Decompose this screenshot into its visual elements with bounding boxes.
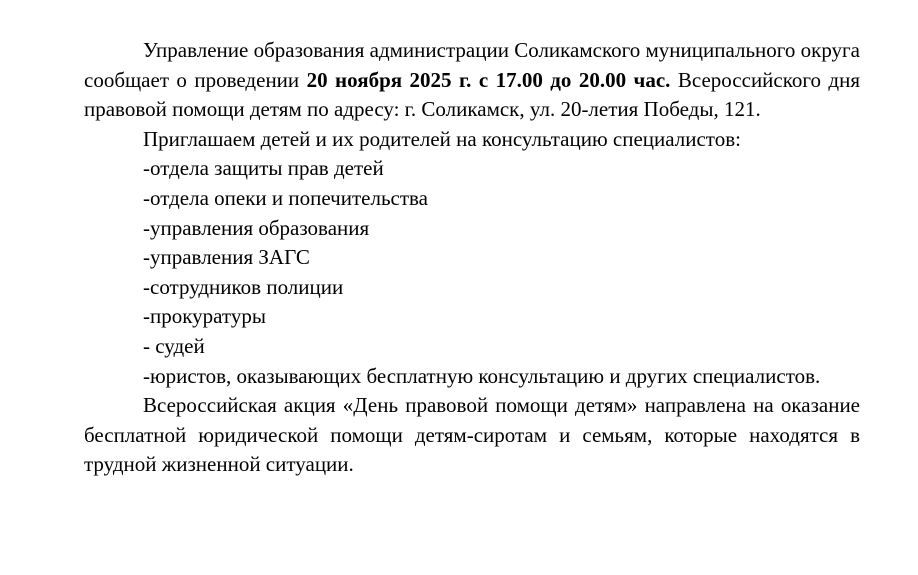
specialist-item: -управления образования xyxy=(143,215,370,240)
event-datetime: 20 ноября 2025 г. с 17.00 до 20.00 час. xyxy=(306,67,671,92)
campaign-paragraph: Всероссийская акция «День правовой помощи детям» направлена на оказание бесплатной юридической помощи детям-сиротам и семьям, которые находятся в трудной жизненной ситуации. xyxy=(84,393,860,477)
announcement-details: Всероссийского дня правовой помощи детям по адресу: г. Соликамск, ул. 20-летия Победы, 121. xyxy=(84,67,860,122)
specialist-item: -отдела защиты прав детей xyxy=(143,156,384,181)
invitation-paragraph: Приглашаем детей и их родителей на консультацию специалистов: xyxy=(143,126,741,151)
announcement-paragraph xyxy=(84,36,860,125)
announcement-intro: Управление образования администрации Соликамского муниципального округа сообщает о проведении xyxy=(84,38,860,92)
specialist-item: -прокуратуры xyxy=(143,304,266,329)
specialist-item-last: -юристов, оказывающих бесплатную консультацию и других специалистов. xyxy=(143,363,821,388)
specialist-item: -сотрудников полиции xyxy=(143,274,344,299)
specialist-item: - судей xyxy=(143,333,205,358)
specialist-item: -отдела опеки и попечительства xyxy=(143,185,428,210)
document-body xyxy=(84,36,860,480)
specialist-item: -управления ЗАГС xyxy=(143,245,310,270)
